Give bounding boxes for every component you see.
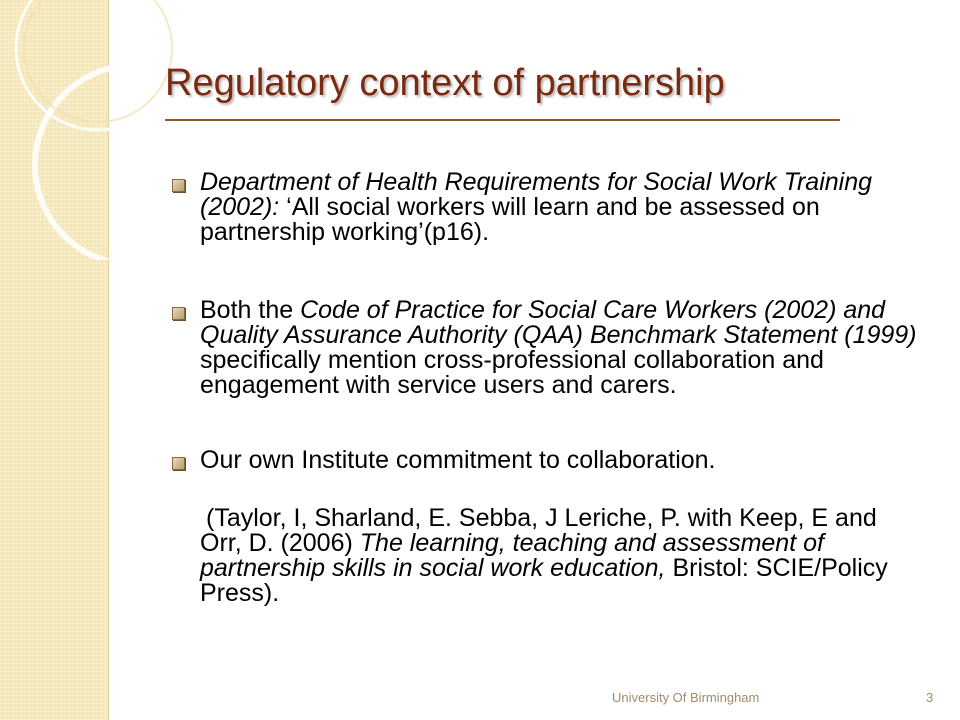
slide-title: Regulatory context of partnership	[165, 62, 725, 104]
bullet-requirements	[172, 170, 932, 245]
code-intro: Both the	[200, 296, 301, 324]
bullet-code-of-practice	[172, 298, 932, 398]
requirements-source: Department of Health Requirements for Social Work Training (2002):	[200, 168, 873, 221]
footer-page-number: 3	[926, 690, 934, 705]
requirements-quote: ‘All social workers will learn and be assessed on partnership working’(p16).	[200, 193, 820, 246]
institute-text: Our own Institute commitment to collaboration.	[200, 446, 716, 474]
reference-authors: (Taylor, I, Sharland, E. Sebba, J Leriche, P. with Keep, E and Orr, D. (2006)	[200, 504, 877, 557]
square-bullet-icon	[172, 457, 185, 470]
footer-institution: University Of Birmingham	[612, 690, 760, 705]
square-bullet-icon	[172, 179, 185, 192]
code-titles: Code of Practice for Social Care Workers (2002) and Quality Assurance Authority (QAA) Benchmark Statement (1999)	[200, 296, 917, 349]
bullet-list	[172, 170, 932, 606]
bullet-institute	[172, 448, 932, 473]
code-description: specifically mention cross-professional collaboration and engagement with service users and carers.	[200, 346, 824, 399]
title-underline	[165, 119, 840, 121]
reference-title: The learning, teaching and assessment of partnership skills in social work education,	[200, 529, 824, 582]
reference-block	[172, 506, 932, 606]
square-bullet-icon	[172, 307, 185, 320]
reference-citation	[172, 506, 920, 606]
reference-publisher: Bristol: SCIE/Policy Press).	[200, 554, 888, 607]
